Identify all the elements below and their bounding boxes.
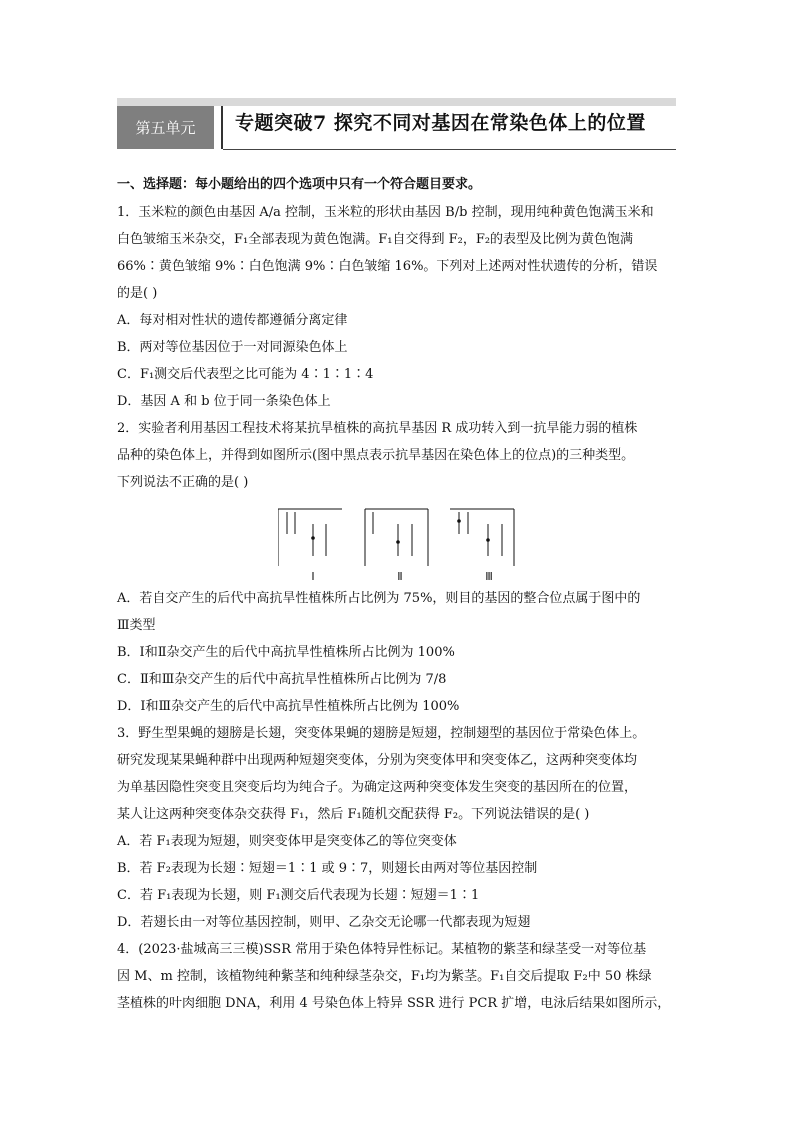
question-3-option-a: A．若 F₁表现为短翅，则突变体甲是突变体乙的等位突变体 [117,834,457,849]
gene-locus-dot [457,519,461,523]
question-3-line: 3．野生型果蝇的翅膀是长翅，突变体果蝇的翅膀是短翅，控制翅型的基因位于常染色体上。 [117,726,646,741]
header-rule [223,149,676,150]
question-3-option-d: D．若翅长由一对等位基因控制，则甲、乙杂交无论哪一代都表现为短翅 [117,915,531,930]
question-1-option-d: D．基因 A 和 b 位于同一条染色体上 [117,394,331,409]
question-2-option-a-cont: Ⅲ类型 [117,618,156,633]
question-3-option-c: C．若 F₁表现为长翅，则 F₁测交后代表现为长翅∶短翅＝1∶1 [117,888,480,903]
question-2-option-d: D．Ⅰ和Ⅲ杂交产生的后代中高抗旱性植株所占比例为 100% [117,699,460,714]
question-1-option-c: C．F₁测交后代表型之比可能为 4∶1∶1∶4 [117,367,374,382]
question-1-line: 1．玉米粒的颜色由基因 A/a 控制，玉米粒的形状由基因 B/b 控制，现用纯种黄色饱满玉米和 [117,205,654,220]
chromosome-figure [278,506,518,584]
question-4-line: 茎植株的叶肉细胞 DNA，利用 4 号染色体上特异 SSR 进行 PCR 扩增，电泳后结果如图所示， [117,996,671,1011]
section-heading: 一、选择题：每小题给出的四个选项中只有一个符合题目要求。 [117,177,482,192]
page-header [117,98,676,156]
question-3-line: 为单基因隐性突变且突变后均为纯合子。为确定这两种突变体发生突变的基因所在的位置， [117,780,638,795]
gene-locus-dot [486,538,490,542]
question-2-option-c: C．Ⅱ和Ⅲ杂交产生的后代中高抗旱性植株所占比例为 7/8 [117,672,447,687]
question-1-line: 66%∶黄色皱缩 9%∶白色饱满 9%∶白色皱缩 16%。下列对上述两对性状遗传的分析，错误 [117,259,658,274]
question-1-option-b: B．两对等位基因位于一对同源染色体上 [117,340,348,355]
question-3-option-b: B．若 F₂表现为长翅∶短翅＝1∶1 或 9∶7，则翅长由两对等位基因控制 [117,861,538,876]
gene-locus-dot [311,536,315,540]
question-4-line: 因 M、m 控制，该植物纯种紫茎和纯种绿茎杂交，F₁均为紫茎。F₁自交后提取 F₂中 50 株绿 [117,969,652,984]
question-3-line: 研究发现某果蝇种群中出现两种短翅突变体，分别为突变体甲和突变体乙，这两种突变体均 [117,753,638,768]
chromosome-diagram [278,506,518,584]
panel-label-1: Ⅰ [311,571,315,583]
header-band [117,98,676,106]
gene-locus-dot [396,540,400,544]
panel-label-2: Ⅱ [397,571,403,583]
question-1-option-a: A．每对相对性状的遗传都遵循分离定律 [117,313,348,328]
question-2-option-b: B．Ⅰ和Ⅱ杂交产生的后代中高抗旱性植株所占比例为 100% [117,645,455,660]
question-2-line: 2．实验者利用基因工程技术将某抗旱植株的高抗旱基因 R 成功转入到一抗旱能力弱的植株 [117,421,638,436]
question-2-line: 下列说法不正确的是( ) [117,475,249,490]
panel-1 [278,509,342,566]
question-1-line: 的是( ) [117,286,158,301]
question-2-option-a: A．若自交产生的后代中高抗旱性植株所占比例为 75%，则目的基因的整合位点属于图中的 [117,591,641,606]
header-separator [221,106,223,149]
page-title: 专题突破7 探究不同对基因在常染色体上的位置 [235,112,646,134]
question-3-line: 某人让这两种突变体杂交获得 F₁，然后 F₁随机交配获得 F₂。下列说法错误的是( ) [117,807,590,822]
panel-3 [450,509,514,566]
panel-label-3: Ⅲ [485,571,493,583]
question-1-line: 白色皱缩玉米杂交，F₁全部表现为黄色饱满。F₁自交得到 F₂，F₂的表型及比例为黄色饱满 [117,232,634,247]
panel-2 [365,509,428,566]
unit-label: 第五单元 [117,106,214,149]
question-2-line: 品种的染色体上，并得到如图所示(图中黑点表示抗旱基因在染色体上的位点)的三种类型。 [117,448,635,463]
question-4-line: 4．(2023·盐城高三三模)SSR 常用于染色体特异性标记。某植物的紫茎和绿茎受一对等位基 [117,942,647,957]
